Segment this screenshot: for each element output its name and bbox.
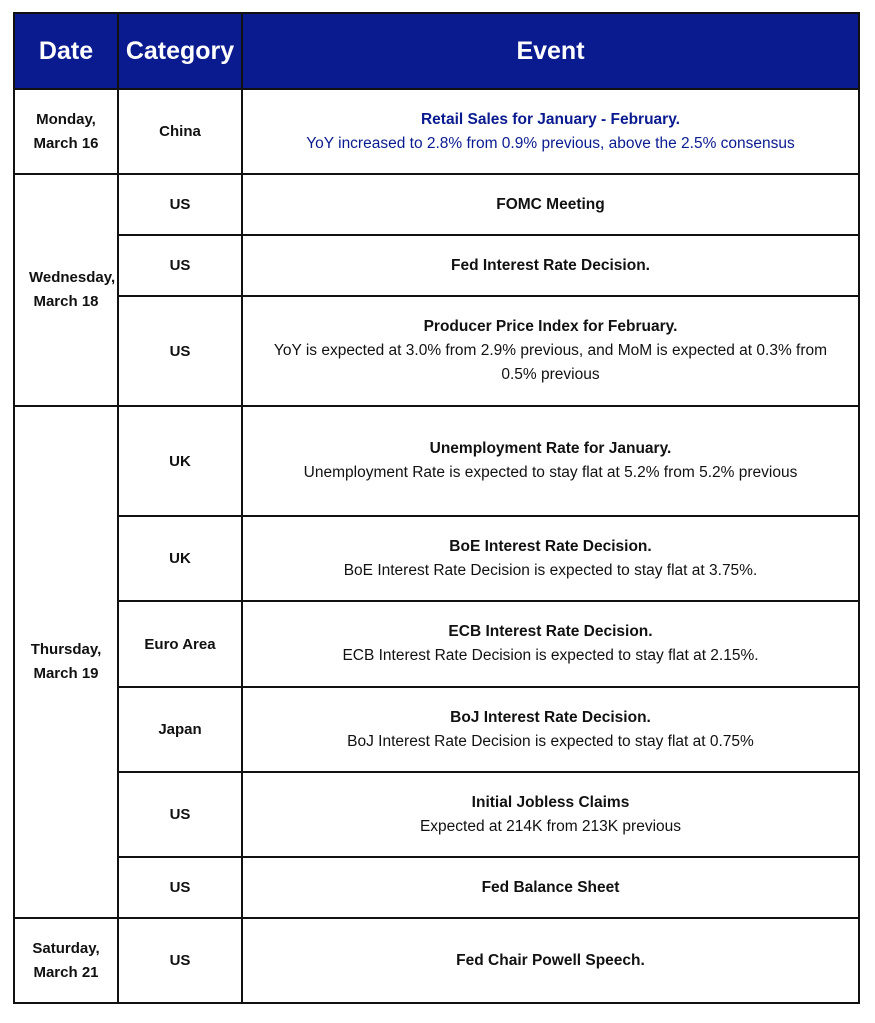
category-cell: US [118, 296, 242, 406]
event-title: Producer Price Index for February. [423, 318, 678, 335]
event-cell [242, 89, 859, 174]
header-event: Event [242, 13, 859, 89]
category-cell: US [118, 918, 242, 1003]
header-date: Date [14, 13, 118, 89]
event-title: Fed Interest Rate Decision. [451, 256, 650, 274]
event-title: Initial Jobless Claims [471, 793, 630, 811]
category-cell: Japan [118, 687, 242, 772]
event-description: YoY increased to 2.8% from 0.9% previous, above the 2.5% consensus [306, 134, 795, 152]
date-date: March 18 [33, 293, 99, 310]
table-row [14, 772, 859, 857]
header-row [14, 13, 859, 89]
category-cell: UK [118, 516, 242, 601]
date-cell-thursday [14, 406, 118, 918]
economic-calendar-table [13, 12, 860, 1004]
date-day: Monday, [36, 110, 96, 128]
calendar-wrapper [13, 12, 860, 1004]
date-date: March 21 [33, 963, 99, 981]
date-day: Thursday, [30, 641, 102, 658]
event-cell [242, 174, 859, 235]
event-title: Unemployment Rate for January. [429, 440, 672, 457]
event-cell [242, 687, 859, 772]
event-description: ECB Interest Rate Decision is expected to stay flat at 2.15%. [342, 647, 759, 664]
table-row [14, 174, 859, 235]
date-cell-monday [14, 89, 118, 174]
event-cell [242, 235, 859, 296]
event-cell [242, 516, 859, 601]
event-title: FOMC Meeting [496, 195, 605, 213]
event-description: BoE Interest Rate Decision is expected to stay flat at 3.75%. [343, 561, 758, 579]
category-cell: Euro Area [118, 601, 242, 687]
event-title: BoE Interest Rate Decision. [449, 537, 652, 555]
table-row [14, 235, 859, 296]
event-title: Fed Chair Powell Speech. [456, 951, 645, 969]
date-cell-wednesday [14, 174, 118, 406]
category-cell: US [118, 174, 242, 235]
table-row [14, 918, 859, 1003]
date-date: March 19 [33, 665, 99, 682]
table-row [14, 89, 859, 174]
category-cell: China [118, 89, 242, 174]
event-description: Expected at 214K from 213K previous [419, 817, 682, 835]
event-cell [242, 772, 859, 857]
event-cell [242, 857, 859, 918]
event-description: BoJ Interest Rate Decision is expected to stay flat at 0.75% [347, 732, 754, 750]
event-title: Retail Sales for January - February. [420, 110, 680, 128]
event-description: Unemployment Rate is expected to stay flat at 5.2% from 5.2% previous [303, 464, 798, 481]
category-cell: US [118, 772, 242, 857]
table-row [14, 516, 859, 601]
date-day: Saturday, [32, 939, 100, 957]
event-description: YoY is expected at 3.0% from 2.9% previous, and MoM is expected at 0.3% from 0.5% previous [273, 342, 828, 383]
table-row [14, 406, 859, 516]
event-cell [242, 296, 859, 406]
table-row [14, 687, 859, 772]
header-category: Category [118, 13, 242, 89]
date-cell-saturday [14, 918, 118, 1003]
event-title: BoJ Interest Rate Decision. [450, 708, 651, 726]
category-cell: US [118, 857, 242, 918]
event-cell [242, 918, 859, 1003]
table-row [14, 857, 859, 918]
event-title: ECB Interest Rate Decision. [448, 623, 653, 640]
event-cell [242, 601, 859, 687]
date-day: Wednesday, [29, 269, 116, 286]
category-cell: UK [118, 406, 242, 516]
event-cell [242, 406, 859, 516]
table-row [14, 296, 859, 406]
event-title: Fed Balance Sheet [481, 878, 620, 896]
table-row [14, 601, 859, 687]
category-cell: US [118, 235, 242, 296]
date-date: March 16 [33, 134, 99, 152]
